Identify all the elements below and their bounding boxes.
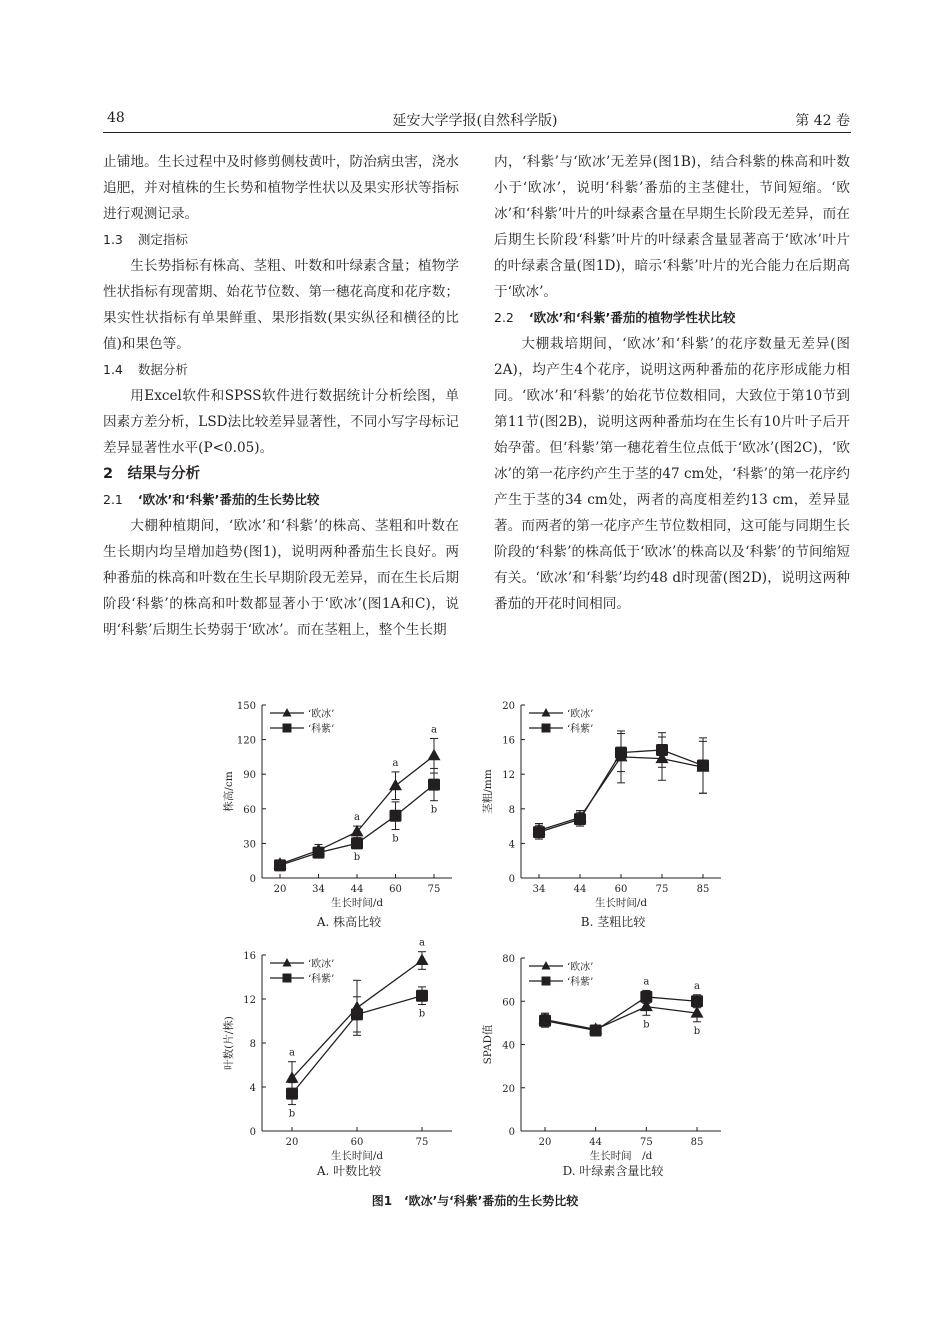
x-tick-label: 60 <box>614 884 628 895</box>
legend-label: ‘欧冰’ <box>567 962 594 973</box>
x-axis-label: 生长时间/d <box>330 1150 384 1162</box>
legend-label: ‘欧冰’ <box>308 959 335 970</box>
significance-letter: b <box>693 1025 701 1037</box>
x-tick-label: 20 <box>538 1137 552 1148</box>
panel-caption: D. 叶绿素含量比较 <box>562 1164 664 1178</box>
y-tick-label: 12 <box>243 995 256 1006</box>
significance-letter: b <box>392 833 399 845</box>
y-axis-label: SPAD值 <box>482 1024 494 1065</box>
x-tick-label: 34 <box>312 884 325 895</box>
figure-caption: 图1 ‘欧冰’与‘科紫’番茄的生长势比较 <box>371 1194 579 1208</box>
significance-letter: b <box>418 1008 426 1020</box>
y-tick-label: 4 <box>508 839 515 851</box>
y-tick-label: 90 <box>243 770 256 782</box>
x-tick-label: 60 <box>350 1137 364 1148</box>
x-tick-label: 85 <box>696 884 710 895</box>
data-point-triangle <box>416 954 429 966</box>
legend-label: ‘科紫’ <box>567 724 594 735</box>
y-tick-label: 80 <box>502 954 515 965</box>
y-tick-label: 16 <box>502 735 515 747</box>
legend-marker <box>283 708 292 717</box>
x-axis-label: 生长时间/d <box>330 897 384 909</box>
significance-letter: b <box>353 852 361 864</box>
legend-label: ‘科紫’ <box>308 974 335 985</box>
paragraph: 内，‘科紫’与‘欧冰’无差异(图1B)，结合科紫的株高和叶数小于‘欧冰’，说明‘科紫’番茄的主茎健壮，节间短缩。‘欧冰’和‘科紫’叶片的叶绿素含量在早期生长阶段无差异，而在后期生长阶段‘科紫’叶片的叶绿素含量显著高于‘欧冰’叶片的叶绿素含量(图1D)，暗示‘科紫’叶片的光合能力在后期高于‘欧冰’。 <box>494 154 850 300</box>
data-point-square <box>416 990 428 1002</box>
legend-label: ‘欧冰’ <box>308 709 335 720</box>
y-tick-label: 150 <box>236 701 256 712</box>
series-line <box>545 997 697 1031</box>
x-tick-label: 20 <box>285 1137 299 1148</box>
y-tick-label: 60 <box>502 997 515 1009</box>
y-axis-label: 株高/cm <box>223 771 235 812</box>
significance-letter: a <box>694 980 700 992</box>
legend-marker <box>283 958 292 967</box>
page-number: 48 <box>107 110 125 126</box>
significance-letter: a <box>392 757 399 769</box>
data-point-square <box>390 810 402 822</box>
significance-letter: a <box>431 724 437 736</box>
panel-caption: A. 株高比较 <box>316 915 382 929</box>
section-heading: 1.3 测定指标 <box>103 232 188 247</box>
legend-marker <box>283 724 292 733</box>
data-point-square <box>286 1088 298 1100</box>
x-tick-label: 75 <box>415 1137 429 1148</box>
significance-letter: a <box>643 976 650 988</box>
significance-letter: b <box>643 1019 650 1031</box>
data-point-square <box>539 1015 551 1027</box>
x-tick-label: 44 <box>573 884 587 895</box>
y-tick-label: 120 <box>236 735 256 747</box>
data-point-square <box>351 1008 363 1020</box>
y-axis-label: 茎粗/mm <box>482 769 494 814</box>
x-tick-label: 20 <box>273 884 287 895</box>
data-point-square <box>574 813 586 825</box>
legend-marker <box>542 961 551 970</box>
data-point-square <box>590 1024 602 1036</box>
data-point-square <box>615 747 627 759</box>
paragraph: 用Excel软件和SPSS软件进行数据统计分析绘图，单因素方差分析，LSD法比较差异显著性，不同小写字母标记差异显著性水平(P<0.05)。 <box>103 388 459 456</box>
paragraph: 大棚栽培期间，‘欧冰’和‘科紫’的花序数量无差异(图2A)，均产生4个花序，说明这两种番茄的花序形成能力相同。‘欧冰’和‘科紫’的始花节位数相同，大致位于第10节到第11节(图2B)，说明这两种番茄均在生长有10片叶子后开始孕蕾。但‘科紫’第一穗花着生位点低于‘欧冰’(图2C)，‘欧冰’的第一花序约产生于茎的47 cm处，‘科紫’的第一花序约产生于茎的34 cm处，两者的高度相差约13 cm，差异显著。而两者的第一花序产生节位数相同，这可能与同期生长阶段的‘科紫’的株高低于‘欧冰’的株高以及‘科紫’的节间缩短有关。‘欧冰’和‘科紫’均约48 d时现蕾(图2D)，说明这两种番茄的开花时间相同。 <box>494 336 850 612</box>
paragraph: 止铺地。生长过程中及时修剪侧枝黄叶，防治病虫害，浇水追肥，并对植株的生长势和植物学性状以及果实形状等指标进行观测记录。 <box>103 154 459 222</box>
x-tick-label: 75 <box>639 1137 653 1148</box>
significance-letter: b <box>430 804 438 816</box>
panel-caption: A. 叶数比较 <box>316 1164 382 1178</box>
y-tick-label: 20 <box>502 1083 515 1095</box>
y-axis-label: 叶数(片/株) <box>223 1016 235 1070</box>
legend-marker <box>283 974 292 983</box>
significance-letter: a <box>289 1047 295 1059</box>
journal-title: 延安大学学报(自然科学版) <box>392 113 558 129</box>
x-tick-label: 34 <box>532 884 546 895</box>
legend-marker <box>542 977 551 986</box>
y-tick-label: 30 <box>243 839 256 851</box>
y-tick-label: 8 <box>249 1039 256 1050</box>
x-tick-label: 75 <box>427 884 441 895</box>
y-tick-label: 20 <box>502 701 515 712</box>
data-point-square <box>656 744 668 756</box>
paragraph: 大棚种植期间，‘欧冰’和‘科紫’的株高、茎粗和叶数在生长期内均呈增加趋势(图1)，说明两种番茄生长良好。两种番茄的株高和叶数在生长早期阶段无差异，而在生长后期阶段‘科紫’的株高和叶数都显著小于‘欧冰’(图1A和C)，说明‘科紫’后期生长势弱于‘欧冰’。而在茎粗上，整个生长期 <box>103 518 459 638</box>
data-point-square <box>313 847 325 859</box>
significance-letter: a <box>354 812 360 824</box>
y-tick-label: 12 <box>502 770 515 782</box>
x-tick-label: 75 <box>655 884 669 895</box>
legend-label: ‘科紫’ <box>567 977 594 988</box>
y-tick-label: 4 <box>249 1083 256 1094</box>
series-line <box>545 1007 697 1030</box>
legend-label: ‘科紫’ <box>308 724 335 735</box>
y-tick-label: 16 <box>243 951 256 962</box>
data-point-square <box>697 760 709 772</box>
section-heading: 2.2 ‘欧冰’和‘科紫’番茄的植物学性状比较 <box>494 310 736 325</box>
paragraph: 生长势指标有株高、茎粗、叶数和叶绿素含量；植物学性状指标有现蕾期、始花节位数、第一穗花高度和花序数；果实性状指标有单果鲜重、果形指数(果实纵径和横径的比值)和果色等。 <box>103 258 459 352</box>
data-point-triangle <box>428 749 441 761</box>
legend-marker <box>542 724 551 733</box>
y-tick-label: 40 <box>502 1040 515 1052</box>
data-point-square <box>640 991 652 1003</box>
data-point-triangle <box>389 779 402 791</box>
x-axis-label: 生长时间/d <box>594 897 648 909</box>
data-point-square <box>351 837 363 849</box>
data-point-square <box>533 826 545 838</box>
y-tick-label: 0 <box>249 874 256 885</box>
x-tick-label: 60 <box>389 884 402 895</box>
section-heading: 2.1 ‘欧冰’和‘科紫’番茄的生长势比较 <box>103 492 320 507</box>
data-point-square <box>274 859 286 871</box>
x-tick-label: 44 <box>350 884 364 895</box>
x-tick-label: 44 <box>589 1137 603 1148</box>
section-heading: 1.4 数据分析 <box>103 362 188 377</box>
significance-letter: a <box>419 937 425 949</box>
x-tick-label: 85 <box>690 1137 704 1148</box>
significance-letter: b <box>288 1108 296 1120</box>
legend-marker <box>542 708 551 717</box>
y-tick-label: 60 <box>243 804 256 816</box>
panel-caption: B. 茎粗比较 <box>580 915 646 929</box>
y-tick-label: 0 <box>508 1127 515 1138</box>
data-point-square <box>428 779 440 791</box>
volume-label: 第 42 卷 <box>795 113 850 129</box>
y-tick-label: 0 <box>508 874 515 885</box>
y-tick-label: 0 <box>249 1127 256 1138</box>
legend-label: ‘欧冰’ <box>567 709 594 720</box>
y-tick-label: 8 <box>508 804 515 816</box>
x-axis-label: 生长时间 /d <box>589 1150 653 1162</box>
section-heading: 2 结果与分析 <box>103 466 201 482</box>
data-point-square <box>691 995 703 1007</box>
